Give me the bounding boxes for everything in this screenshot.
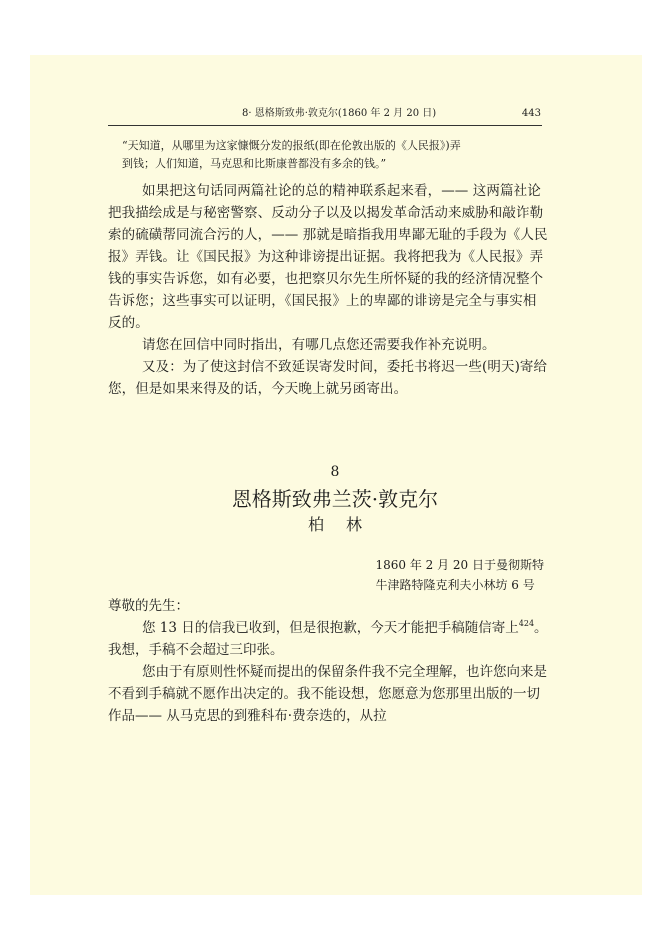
letter-title: 恩格斯致弗兰茨·敦克尔: [231, 487, 439, 511]
letter-place: 柏林: [307, 515, 384, 534]
letter-number: 8: [330, 464, 340, 480]
note-reference: 424: [518, 619, 535, 628]
dateline-address: 牛津路特隆克利夫小林坊 6 号: [375, 578, 535, 592]
quote-line: 到钱；人们知道，马克思和比斯康普都没有多余的钱。”: [122, 157, 387, 170]
page-number: 443: [521, 108, 541, 119]
paragraph: 又及：为了使这封信不致延误寄发时间，委托书将迟一些(明天)寄给您，但是如果来得及的话，今天晚上就另函寄出。: [108, 359, 548, 397]
salutation: 尊敬的先生：: [108, 598, 189, 614]
paragraph-text: 您 13 日的信我已收到，但是很抱歉，今天才能把手稿随信寄上: [142, 620, 519, 636]
paragraph: 如果把这句话同两篇社论的总的精神联系起来看，—— 这两篇社论把我描绘成是与秘密警察、反动分子以及以揭发革命活动来威胁和敲诈勒索的硫磺帮同流合污的人，—— 那就是暗指我用卑鄙无耻的手段为《人民报》弄钱。让《国民报》为这种诽谤提出证据。我将把我为《人民报》弄钱的事实告诉您，如有必要，也把察贝尔先生所怀疑的我的经济情况整个告诉您；这些事实可以证明，《国民报》上的卑鄙的诽谤是完全与事实相反的。: [108, 183, 548, 331]
paragraph: [108, 617, 548, 661]
dateline-date: 1860 年 2 月 20 日于曼彻斯特: [375, 558, 544, 572]
paragraph-text: 。我想，手稿不会超过三印张。: [108, 620, 548, 658]
header-rule: [108, 125, 542, 126]
paragraph: 您由于有原则性怀疑而提出的保留条件我不完全理解，也许您向来是不看到手稿就不愿作出决定的。我不能设想，您愿意为您那里出版的一切作品—— 从马克思的到雅科布·费奈迭的，从拉: [108, 664, 547, 724]
dateline: [375, 555, 544, 595]
running-header-title: 8· 恩格斯致弗·敦克尔(1860 年 2 月 20 日): [242, 108, 437, 119]
footnote-quote: [122, 137, 544, 173]
paragraph: 请您在回信中同时指出，有哪几点您还需要我作补充说明。: [142, 337, 496, 353]
quote-line: “天知道，从哪里为这家慷慨分发的报纸(即在伦敦出版的《人民报》)弄: [122, 139, 461, 152]
previous-letter-body: [108, 180, 548, 400]
letter-body: [108, 595, 548, 727]
